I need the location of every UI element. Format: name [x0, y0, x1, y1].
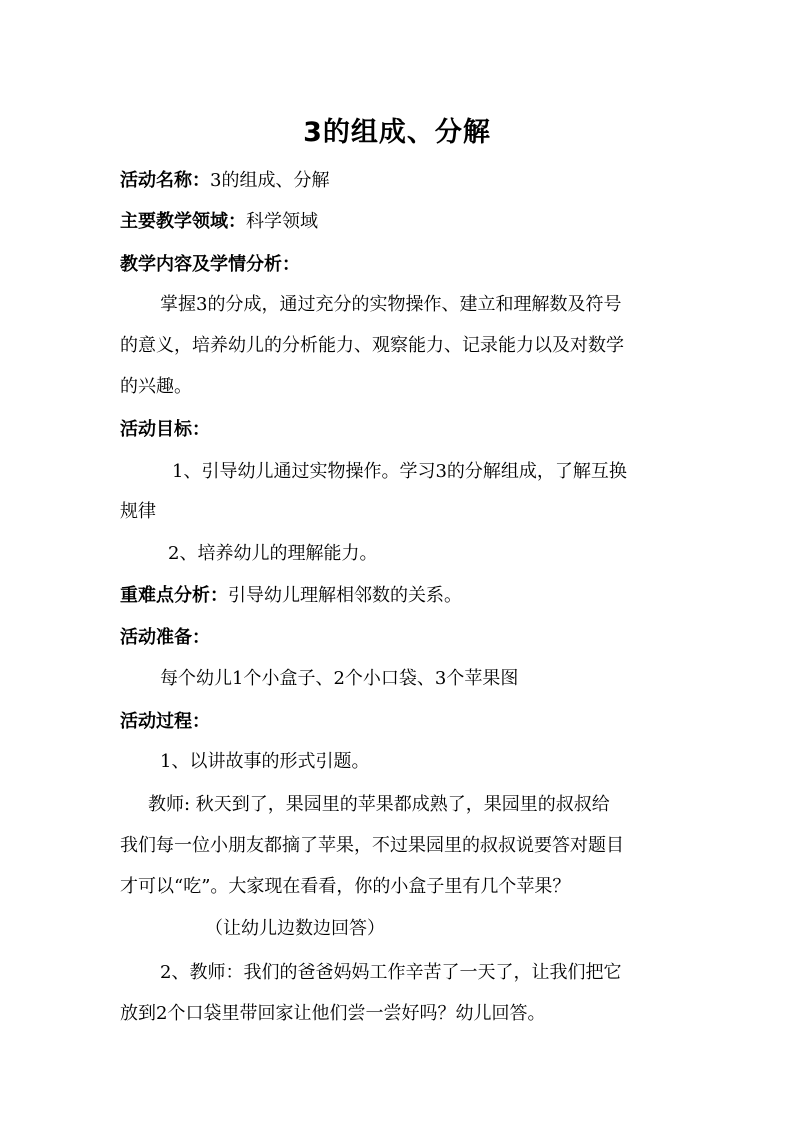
activity-name-line [120, 168, 329, 194]
preparation-value: 每个幼儿1个小盒子、2个小口袋、3个苹果图 [160, 668, 519, 689]
process-line: 2、教师：我们的爸爸妈妈工作辛苦了一天了，让我们把它 [160, 962, 622, 983]
key-points-label: 重难点分析： [120, 585, 228, 606]
preparation-heading [120, 625, 210, 651]
process-line: 教师: 秋天到了，果园里的苹果都成熟了，果园里的叔叔给 [148, 794, 610, 815]
activity-name-value: 3的组成、分解 [210, 170, 330, 191]
analysis-heading [120, 252, 300, 278]
preparation-label: 活动准备： [120, 627, 210, 648]
document-title: 3的组成、分解 [303, 117, 491, 148]
goal-line: 规律 [120, 501, 156, 522]
process-line: （让幼儿边数边回答） [205, 918, 385, 939]
key-points-line [120, 583, 462, 609]
goal-line: 1、引导幼儿通过实物操作。学习3的分解组成，了解互换 [172, 461, 627, 482]
domain-label: 主要教学领域： [120, 211, 246, 232]
analysis-line: 的意义，培养幼儿的分析能力、观察能力、记录能力以及对数学 [120, 335, 624, 356]
goal-line: 2、培养幼儿的理解能力。 [168, 543, 378, 564]
goals-heading [120, 417, 210, 443]
process-line: 才可以“吃”。大家现在看看，你的小盒子里有几个苹果？ [120, 876, 571, 897]
analysis-line: 的兴趣。 [120, 376, 192, 397]
process-heading [120, 709, 210, 735]
process-line: 1、以讲故事的形式引题。 [160, 751, 370, 772]
process-line: 我们每一位小朋友都摘了苹果，不过果园里的叔叔说要答对题目 [120, 835, 624, 856]
activity-name-label: 活动名称： [120, 170, 210, 191]
process-line: 放到2个口袋里带回家让他们尝一尝好吗？幼儿回答。 [120, 1003, 546, 1024]
domain-line [120, 209, 318, 235]
domain-value: 科学领域 [246, 211, 318, 232]
analysis-line: 掌握3的分成，通过充分的实物操作、建立和理解数及符号 [160, 294, 622, 315]
key-points-value: 引导幼儿理解相邻数的关系。 [228, 585, 462, 606]
analysis-label: 教学内容及学情分析： [120, 254, 300, 275]
process-label: 活动过程： [120, 711, 210, 732]
goals-label: 活动目标： [120, 419, 210, 440]
